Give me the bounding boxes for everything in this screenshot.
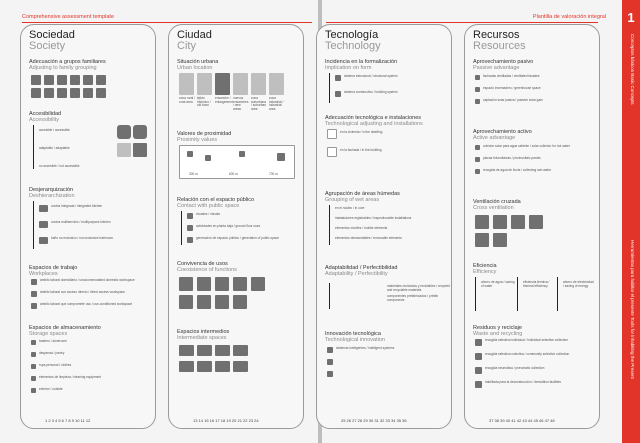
section-recycling: Residuos y reciclaje Waste and recycling bbox=[473, 325, 523, 337]
active-icon bbox=[475, 145, 480, 150]
panel-subtitle: Society bbox=[29, 40, 66, 52]
urban-map-icon bbox=[215, 73, 230, 95]
function-icon bbox=[233, 295, 247, 309]
proximity-icon bbox=[239, 151, 245, 157]
pager[interactable]: 25 26 27 28 29 30 31 32 33 34 35 36 bbox=[341, 418, 407, 423]
workspace-icon bbox=[31, 279, 37, 285]
prefab-icon bbox=[327, 359, 333, 365]
panel-technology: Tecnología Technology Incidencia en la formalización Implication on form sistema estructural / structural system sistema constructivo / building system Adecuación tecnológica e instalaciones Technological adjusting and installations en la vivienda / in the dwelling en la fachada / in the building Agrupación de áreas húmedas Grouping of wet areas en el núcleo / in core instalaciones registrables / inspectionable installations elementos móviles / mobile elements elementos desmontables / removable elements Adaptabilidad / Perfectibilidad Adaptability / Perfectibility materiales reciclados y reciclables / recycled and recyclable materials componentes prefabricados / prefab components Innovación tecnológica Technological innovation sistemas inteligentes / intelligent systems 25 26 27 28 29 30 31 32 33 34 35 36 bbox=[316, 24, 452, 429]
chapter-number: 1 bbox=[627, 10, 635, 25]
workspace-icon bbox=[31, 291, 37, 297]
section-family: Adecuación a grupos familiares Adjusting to family grouping bbox=[29, 59, 106, 71]
pager[interactable]: 13 14 15 16 17 18 19 20 21 22 23 24 bbox=[193, 418, 259, 423]
ventilation-icon bbox=[511, 215, 525, 229]
chapter-tab bbox=[622, 0, 640, 443]
family-icon bbox=[57, 75, 67, 85]
section-efficiency: Eficiencia Efficiency bbox=[473, 263, 497, 275]
header-right: Plantilla de valoración integral bbox=[532, 14, 606, 20]
panel-resources: Recursos Resources Aprovechamiento pasivo Passive advantage fachadas ventiladas / ventilated facades espacio invernadero / greenhouse space captación solar pasiva / passive solar gain Aprovechamiento activo Active advantage colector solar para agua caliente / solar collector for hot water placas fotovoltaicas / photovoltaic panels recogida de agua de lluvia / collecting rain water Ventilación cruzada Cross ventilation Eficiencia Efficiency ahorro de agua / saving of water eficiencia térmica / thermal efficiency ahorro de electricidad / saving of energy Residuos y reciclaje Waste and recycling recogida selectiva individual / individual selective collection recogida selectiva colectiva / community selective collection recogida neumática / pneumatic collection habilitada para la deconstrucción / demolition facilities 37 38 39 40 41 42 43 44 45 46 47 48 bbox=[464, 24, 600, 429]
section-installations: Adecuación tecnológica e instalaciones Technological adjusting and installations bbox=[325, 115, 423, 127]
urban-map-icon bbox=[233, 73, 248, 95]
section-active: Aprovechamiento activo Active advantage bbox=[473, 129, 532, 141]
efficiency-scale bbox=[517, 277, 518, 311]
book-title: Herramientas para habitar el presente Tools for inhabiting the Present bbox=[630, 240, 635, 379]
panel-society: Sociedad Society Adecuación a grupos familiares Adjusting to family grouping Accesibilidad Accessibility accesible / accessible adaptable / adaptable no accesible / not accessible Desjerarquización Deshierarchization cocina integrada / integrated kitchen cocina multiservicio / multipurpose kitchen baño no exclusivo / non-exclusive bathroom Espacios de trabajo Workplaces ámbito laboral domiciliario / unaccommodated domestic workspace ámbito laboral con acceso directo / direct access workspace ámbito laboral que compromete uso / use-conditioned workspace Espacios de almacenamiento Storage spaces trastero / storeroom despensa / pantry ropa personal / clothes elementos de limpieza / cleaning equipment exterior / outside 1 2 3 4 5 6 7 8 9 10 11 12 bbox=[20, 24, 156, 429]
wheelchair-icon bbox=[133, 125, 147, 139]
recycled-icon bbox=[327, 347, 333, 353]
active-icon bbox=[475, 157, 480, 162]
intermediate-icon bbox=[197, 345, 212, 356]
panel-title: Recursos bbox=[473, 29, 520, 41]
section-storage: Espacios de almacenamiento Storage spaces bbox=[29, 325, 101, 337]
function-icon bbox=[179, 277, 193, 291]
function-icon bbox=[179, 295, 193, 309]
intermediate-icon bbox=[233, 345, 248, 356]
family-icon bbox=[83, 75, 93, 85]
accessibility-scale bbox=[33, 125, 34, 169]
intermediate-icon bbox=[197, 361, 212, 372]
urban-map-icon bbox=[269, 73, 284, 95]
panel-title: Tecnología bbox=[325, 29, 379, 41]
recycling-icon bbox=[475, 367, 482, 374]
passive-icon bbox=[475, 87, 480, 92]
recycling-icon bbox=[475, 381, 482, 388]
section-ventilation: Ventilación cruzada Cross ventilation bbox=[473, 199, 521, 211]
ventilation-icon bbox=[493, 233, 507, 247]
urban-map-icon bbox=[179, 73, 194, 95]
person-icon bbox=[133, 143, 147, 157]
intermediate-icon bbox=[215, 345, 230, 356]
family-icon bbox=[31, 75, 41, 85]
family-icon bbox=[44, 88, 54, 98]
section-adaptability: Adaptabilidad / Perfectibilidad Adaptability / Perfectibility bbox=[325, 265, 398, 277]
efficiency-scale bbox=[557, 277, 558, 311]
section-wet-areas: Agrupación de áreas húmedas Grouping of wet areas bbox=[325, 191, 400, 203]
intermediate-icon bbox=[233, 361, 248, 372]
installation-icon bbox=[327, 147, 337, 157]
header-rule bbox=[326, 22, 598, 23]
proximity-icon bbox=[205, 155, 211, 161]
section-proximity: Valores de proximidad Proximity values bbox=[177, 131, 232, 143]
section-coexistence: Convivencia de usos Coexistence of functions bbox=[177, 261, 237, 273]
wet-areas-scale bbox=[329, 205, 330, 245]
passive-icon bbox=[475, 99, 480, 104]
section-urban-location: Situación urbana Urban location bbox=[177, 59, 219, 71]
wheelchair-icon bbox=[117, 125, 131, 139]
intermediate-icon bbox=[215, 361, 230, 372]
family-icon bbox=[70, 88, 80, 98]
section-accessibility: Accesibilidad Accessibility bbox=[29, 111, 62, 123]
kitchen-icon bbox=[39, 221, 48, 228]
storage-icon bbox=[31, 388, 36, 393]
urban-map-icon bbox=[197, 73, 212, 95]
adaptability-scale bbox=[329, 283, 330, 309]
panel-subtitle: Technology bbox=[325, 40, 381, 52]
family-icon bbox=[57, 88, 67, 98]
function-icon bbox=[197, 277, 211, 291]
ventilation-icon bbox=[529, 215, 543, 229]
ventilation-icon bbox=[475, 215, 489, 229]
family-icon bbox=[70, 75, 80, 85]
family-icon bbox=[31, 88, 41, 98]
section-passive: Aprovechamiento pasivo Passive advantage bbox=[473, 59, 534, 71]
header-left: Comprehensive assessment template bbox=[22, 14, 115, 20]
storage-icon bbox=[31, 364, 36, 369]
family-icon bbox=[83, 88, 93, 98]
section-intermediate: Espacios intermedios Intermediate spaces bbox=[177, 329, 230, 341]
panel-title: Ciudad bbox=[177, 29, 212, 41]
intermediate-icon bbox=[179, 345, 194, 356]
intermediate-icon bbox=[179, 361, 194, 372]
function-icon bbox=[251, 277, 265, 291]
passive-icon bbox=[475, 75, 480, 80]
ground-floor-icon bbox=[187, 225, 193, 231]
visuals-icon bbox=[187, 213, 193, 219]
storage-icon bbox=[31, 352, 36, 357]
ramp-icon bbox=[117, 143, 131, 157]
section-innovation: Innovación tecnológica Technological innovation bbox=[325, 331, 385, 343]
family-icon bbox=[96, 88, 106, 98]
family-icon bbox=[44, 75, 54, 85]
chapter-title: Conceptos básicos Basic Concepts bbox=[630, 34, 635, 105]
storage-icon bbox=[31, 376, 36, 381]
section-form: Incidencia en la formalización Implication on form bbox=[325, 59, 398, 71]
kitchen-icon bbox=[39, 205, 48, 212]
section-workplaces: Espacios de trabajo Workplaces bbox=[29, 265, 78, 277]
function-icon bbox=[215, 295, 229, 309]
pager[interactable]: 1 2 3 4 5 6 7 8 9 10 11 12 bbox=[45, 418, 91, 423]
proximity-icon bbox=[187, 151, 193, 157]
header-rule bbox=[22, 22, 312, 23]
efficiency-scale bbox=[475, 277, 476, 311]
public-space-scale bbox=[181, 211, 182, 245]
section-dehierarchization: Desjerarquización Deshierarchization bbox=[29, 187, 75, 199]
ventilation-icon bbox=[475, 233, 489, 247]
storage-icon bbox=[31, 340, 36, 345]
intelligent-icon bbox=[327, 371, 333, 377]
ventilation-icon bbox=[493, 215, 507, 229]
parking-icon bbox=[197, 295, 211, 309]
construction-icon bbox=[335, 91, 341, 97]
panel-subtitle: City bbox=[177, 40, 196, 52]
panel-title: Sociedad bbox=[29, 29, 75, 41]
active-icon bbox=[475, 169, 480, 174]
structure-icon bbox=[335, 75, 341, 81]
bathroom-icon bbox=[39, 237, 48, 244]
panel-subtitle: Resources bbox=[473, 40, 526, 52]
family-icon bbox=[96, 75, 106, 85]
urban-map-icon bbox=[251, 73, 266, 95]
function-icon bbox=[233, 277, 247, 291]
installation-icon bbox=[327, 129, 337, 139]
recycling-icon bbox=[475, 339, 482, 346]
public-space-icon bbox=[187, 237, 193, 243]
panel-city: Ciudad City Situación urbana Urban location zona rural / rural area tejido histórico / old town ensanche / enlargement nuevos ensanches / new areas zona suburbana / suburban area zona industrial / industrial area Valores de proximidad Proximity values 300 m 600 m 700 m Relación con el espacio público Contact with public space visuales / visuals actividades en planta baja / ground floor uses generación de espacio público / generation of public space Convivencia de usos Coexistence of functions Espacios intermedios Intermediate spaces 13 14 15 16 17 18 19 20 21 22 23 24 bbox=[168, 24, 304, 429]
section-public-space: Relación con el espacio público Contact with public space bbox=[177, 197, 255, 209]
left-page bbox=[0, 0, 318, 443]
form-scale bbox=[329, 73, 330, 103]
pager[interactable]: 37 38 39 40 41 42 43 44 45 46 47 48 bbox=[489, 418, 555, 423]
recycling-icon bbox=[475, 353, 482, 360]
parking-icon bbox=[215, 277, 229, 291]
workspace-icon bbox=[31, 303, 37, 309]
dehierarchization-scale bbox=[33, 201, 34, 249]
proximity-icon bbox=[277, 153, 285, 161]
right-page bbox=[322, 0, 640, 443]
